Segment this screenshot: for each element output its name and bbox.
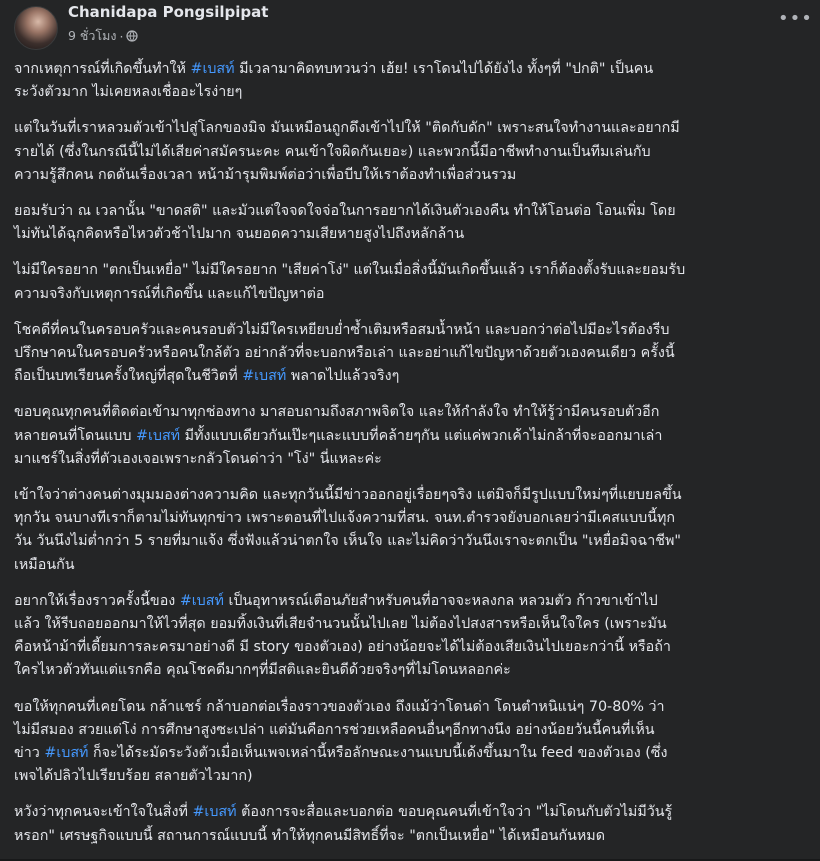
paragraph-text: ต้องการจะสื่อและบอกต่อ ขอบคุณคนที่เข้าใจว่า "ไม่โดนกับตัวไม่มีวันรู้ หรอก" เศรษฐกิจแบบนี้ สถานการณ์แบบนี้ ทำให้ทุกคนมีสิทธิ์ที่จะ "ตกเป็นเหยื่อ" ได้เหมือนกันหมด [14, 804, 673, 844]
hashtag-link[interactable]: #เบสท์ [136, 427, 181, 444]
meta-separator: · [119, 28, 124, 44]
post-header [0, 0, 820, 52]
post-body [14, 58, 804, 861]
paragraph-text: ไม่มีใครอยาก "ตกเป็นเหยื่อ" ไม่มีใครอยาก "เสียค่าโง่" แต่ในเมื่อสิ่งนี้มันเกิดขึ้นแล้ว เราก็ต้องตั้งรับและยอมรับ ความจริงกับเหตุการณ์ที่เกิดขึ้น และแก้ไขปัญหาต่อ [14, 262, 686, 302]
hashtag-link[interactable]: #เบสท์ [44, 745, 89, 762]
globe-icon[interactable] [126, 30, 138, 42]
paragraph-text: ขอให้ทุกคนที่เคยโดน กล้าแชร์ กล้าบอกต่อเรื่องราวของตัวเอง ถึงแม้ว่าโดนด่า โดนตำหนิแน่ๆ 70-80% ว่า ไม่มีสมอง สวยแต่โง่ การศึกษาสูงซะเปล่า แต่มันคือการช่วยเหลือคนอื่นๆอีกทางนึง อย่างน้อยวันนี้คนที่เห็น ข่าว [14, 698, 665, 762]
hashtag-link[interactable]: #เบสท์ [242, 368, 287, 385]
post-paragraph [14, 319, 804, 389]
post-paragraph [14, 801, 804, 847]
post-paragraph [14, 696, 804, 789]
post-paragraph [14, 259, 804, 305]
paragraph-text: เข้าใจว่าต่างคนต่างมุมมองต่างความคิด และทุกวันนี้มีข่าวออกอยู่เรื่อยๆจริง แต่มิจก็มีรูปแบบใหม่ๆที่แยบยลขึ้น ทุกวัน จนบางทีเราก็ตามไม่ทันทุกข่าว เพราะตอนที่ไปแจ้งความที่สน. จนท.ตำรวจยังบอกเลยว่ามีเคสแบบนี้ทุก วัน วันนึงไม่ต่ำกว่า 5 รายที่มาแจ้ง ซึ่งฟังแล้วน่าตกใจ เห็นใจ และไม่คิดว่าวันนึงเราจะตกเป็น "เหยื่อมิจฉาชีพ" เหมือนกัน [14, 487, 682, 573]
paragraph-text: ยอมรับว่า ณ เวลานั้น "ขาดสติ" และมัวแต่ใจจดใจจ่อในการอยากได้เงินตัวเองคืน ทำให้โอนต่อ โอนเพิ่ม โดย ไม่ทันได้ฉุกคิดหรือไหวตัวช้าไปมาก จนยอดความเสียหายสูงไปถึงหลักล้าน [14, 203, 676, 243]
paragraph-text: มีทั้งแบบเดียวกันเป๊ะๆและแบบที่คล้ายๆกัน แต่แค่พวกเค้าไม่กล้าที่จะออกมาเล่า มาแชร์ในสิ่งที่ตัวเองเจอเพราะกลัวโดนด่าว่า "โง่" นี่แหละค่ะ [14, 427, 663, 467]
post-paragraph [14, 484, 804, 577]
paragraph-text: พลาดไปแล้วจริงๆ [286, 368, 400, 385]
hashtag-link[interactable]: #เบสท์ [190, 61, 235, 77]
paragraph-text: หวังว่าทุกคนจะเข้าใจในสิ่งที่ [14, 804, 193, 821]
paragraph-text: ขอบคุณทุกคนที่ติดต่อเข้ามาทุกช่องทาง มาสอบถามถึงสภาพจิตใจ และให้กำลังใจ ทำให้รู้ว่ามีคนรอบตัวอีก หลายคนที่โดนแบบ [14, 404, 660, 444]
paragraph-text: ก็จะได้ระมัดระวังตัวเมื่อเห็นเพจเหล่านี้หรือลักษณะงานแบบนี้เด้งขึ้นมาใน feed ของตัวเอง (ซึ่ง เพจได้ปลิวไปเรียบร้อย สลายตัวไวมาก) [14, 745, 668, 785]
post-paragraph [14, 401, 804, 471]
hashtag-link[interactable]: #เบสท์ [192, 804, 237, 821]
post-paragraph [14, 117, 804, 187]
post-meta [68, 26, 138, 46]
author-name[interactable]: Chanidapa Pongsilpipat [68, 3, 269, 21]
hashtag-link[interactable]: #เบสท์ [179, 592, 224, 609]
paragraph-text: จากเหตุการณ์ที่เกิดขึ้นทำให้ [14, 61, 191, 77]
post-paragraph [14, 58, 804, 104]
more-options-icon[interactable]: ••• [778, 8, 813, 29]
paragraph-text: มีเวลามาคิดทบทวนว่า เฮ้ย! เราโดนไปได้ยังไง ทั้งๆที่ "ปกติ" เป็นคน ระวังตัวมาก ไม่เคยหลงเชื่ออะไรง่ายๆ [14, 61, 654, 101]
paragraph-text: แต่ในวันที่เราหลวมตัวเข้าไปสู่โลกของมิจ มันเหมือนถูกดึงเข้าไปให้ "ติดกับดัก" เพราะสนใจทำงานและอยากมี รายได้ (ซึ่งในกรณีนี้ไม่ได้เสียค่าสมัครนะคะ คนเข้าใจผิดกันเยอะ) และพวกนี้มีอาชีพทำงานเป็นทีมเล่นกับ ความรู้สึกคน กดดันเรื่องเวลา หน้าม้ารุมพิมพ์ต่อว่าเพื่อบีบให้เราต้องทำเพื่อส่วนรวม [14, 120, 680, 183]
post-time[interactable]: 9 ชั่วโมง [68, 28, 117, 43]
avatar[interactable] [14, 6, 58, 50]
paragraph-text: อยากให้เรื่องราวครั้งนี้ของ [14, 592, 180, 609]
post-paragraph [14, 590, 804, 683]
paragraph-text: เป็นอุทาหรณ์เตือนภัยสำหรับคนที่อาจจะหลงกล หลวมตัว ก้าวขาเข้าไป แล้ว ให้รีบถอยออกมาให้ไวที่สุด ยอมทิ้งเงินที่เสียจำนวนนั้นไปเลย ไม่ต้องไปสงสารหรือเห็นใจใคร (เพราะมัน คือหน้าม้าที่เดี้ยมการละครมาอย่างดี มี story ของตัวเอง) อย่างน้อยจะได้ไม่ต้องเสียเงินไปเยอะกว่านี้ หรือถ้า ใครไหวตัวทันแต่แรกคือ คุณโชคดีมากๆที่มีสติและยินดีด้วยจริงๆที่ไม่โดนหลอกค่ะ [14, 592, 671, 679]
paragraph-text: โชคดีที่คนในครอบครัวและคนรอบตัวไม่มีใครเหยียบย่ำซ้ำเติมหรือสมน้ำหน้า และบอกว่าต่อไปมีอะไรต้องรีบ ปรึกษาคนในครอบครัวหรือคนใกล้ตัว อย่ากลัวที่จะบอกหรือเล่า และอย่าแก้ไขปัญหาด้วยตัวเองคนเดียว ครั้งนี้ ถือเป็นบทเรียนครั้งใหญ่ที่สุดในชีวิตที่ [14, 321, 675, 385]
post-paragraph [14, 200, 804, 246]
